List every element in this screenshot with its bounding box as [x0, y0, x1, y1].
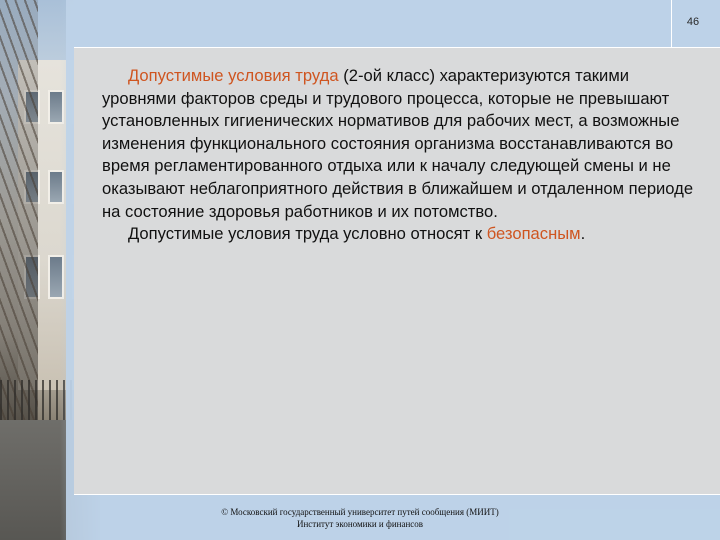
page-number-divider [671, 0, 672, 48]
footer-divider [74, 494, 720, 495]
footer-copyright [150, 506, 570, 530]
footer-line-institute: Институт экономики и финансов [296, 519, 424, 529]
slide-body-text [102, 65, 702, 246]
page-number: 46 [686, 16, 700, 28]
paragraph-text: Допустимые условия труда условно относят к [128, 224, 487, 244]
highlighted-term: безопасным [486, 224, 581, 244]
paragraph-text: (2-ой класс) характеризуются такими уровнями факторов среды и трудового процесса, которые не превышают установленных гигиенических нормативов для рабочих мест, а возможные изменения функционального состояния организма восстанавливаются во время регламентированного отдыха или к началу следующей смены и не оказывают неблагоприятного действия в ближайшем и отдаленном периоде на состояние здоровья работников и их потомство. [102, 66, 694, 221]
paragraph-end: . [580, 224, 586, 244]
footer-line-university: © Московский государственный университет путей сообщения (МИИТ) [221, 507, 499, 517]
paragraph-conclusion [102, 223, 702, 246]
paragraph-definition [102, 65, 702, 223]
highlighted-term: Допустимые условия труда [128, 66, 339, 85]
header-divider [74, 47, 720, 48]
